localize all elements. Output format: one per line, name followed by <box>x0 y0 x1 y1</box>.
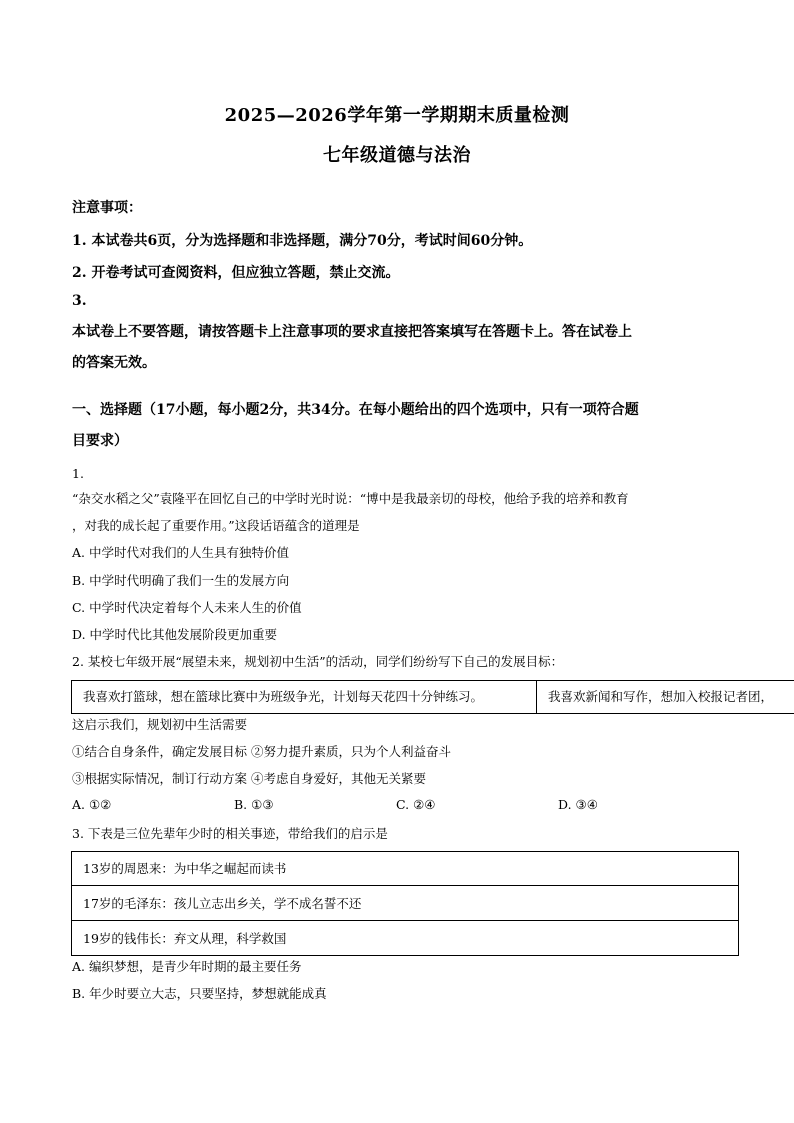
q3-option-a: A. 编织梦想，是青少年时期的最主要任务 <box>72 959 302 974</box>
exam-subtitle: 七年级道德与法治 <box>323 145 471 166</box>
exam-title: 2025—2026学年第一学期期末质量检测 <box>224 105 570 126</box>
q1-option-b: B. 中学时代明确了我们一生的发展方向 <box>72 573 290 588</box>
q2-stem: 2. 某校七年级开展“展望未来，规划初中生活”的活动，同学们纷纷写下自己的发展目标： <box>72 654 564 669</box>
q2-option-b: B. ①③ <box>234 797 274 812</box>
q2-option-a: A. ①② <box>72 797 112 812</box>
q1-option-c: C. 中学时代决定着每个人未来人生的价值 <box>72 600 302 615</box>
q3-row-mao-zedong: 17岁的毛泽东：孩儿立志出乡关，学不成名誓不还 <box>72 887 738 921</box>
q1-option-a: A. 中学时代对我们的人生具有独特价值 <box>72 545 289 560</box>
notice-item-3-line2: 的答案无效。 <box>72 355 156 371</box>
notice-heading: 注意事项： <box>72 200 142 216</box>
notice-item-3-line1: 本试卷上不要答题，请按答题卡上注意事项的要求直接把答案填写在答题卡上。答在试卷上 <box>72 324 632 340</box>
q2-option-d: D. ③④ <box>558 797 598 812</box>
q2-goal-writing: 我喜欢新闻和写作，想加入校报记者团， <box>548 689 774 704</box>
notice-item-3-number: 3. <box>72 293 87 309</box>
notice-item-1: 1. 本试卷共6页，分为选择题和非选择题，满分70分，考试时间60分钟。 <box>72 233 533 249</box>
section1-heading-line2: 目要求） <box>72 433 128 449</box>
q3-row-qian-weichang: 19岁的钱伟长：弃文从理，科学救国 <box>83 931 287 946</box>
q3-row-zhou-enlai: 13岁的周恩来：为中华之崛起而读书 <box>72 852 738 886</box>
q2-after-line: 这启示我们，规划初中生活需要 <box>72 717 248 732</box>
q3-option-b: B. 年少时要立大志，只要坚持，梦想就能成真 <box>72 986 327 1001</box>
q2-statement-1: ①结合自身条件，确定发展目标 ②努力提升素质，只为个人利益奋斗 <box>72 744 451 759</box>
q1-number: 1. <box>72 466 84 481</box>
notice-item-2: 2. 开卷考试可查阅资料，但应独立答题，禁止交流。 <box>72 265 400 281</box>
q1-option-d: D. 中学时代比其他发展阶段更加重要 <box>72 627 278 642</box>
q1-stem-line2: ，对我的成长起了重要作用。”这段话语蕴含的道理是 <box>72 518 360 533</box>
q3-deeds-table <box>71 851 739 956</box>
q2-goal-basketball: 我喜欢打篮球，想在篮球比赛中为班级争光，计划每天花四十分钟练习。 <box>72 681 537 713</box>
section1-heading-line1: 一、选择题（17小题，每小题2分，共34分。在每小题给出的四个选项中，只有一项符合题 <box>72 402 639 418</box>
q2-option-c: C. ②④ <box>396 797 436 812</box>
q1-stem-line1: “杂交水稻之父”袁隆平在回忆自己的中学时光时说：“博中是我最亲切的母校，他给予我的培养和教育 <box>72 491 629 506</box>
q2-statement-2: ③根据实际情况，制订行动方案 ④考虑自身爱好，其他无关紧要 <box>72 771 426 786</box>
q3-stem: 3. 下表是三位先辈年少时的相关事迹，带给我们的启示是 <box>72 826 388 841</box>
q2-goals-table <box>71 680 794 714</box>
